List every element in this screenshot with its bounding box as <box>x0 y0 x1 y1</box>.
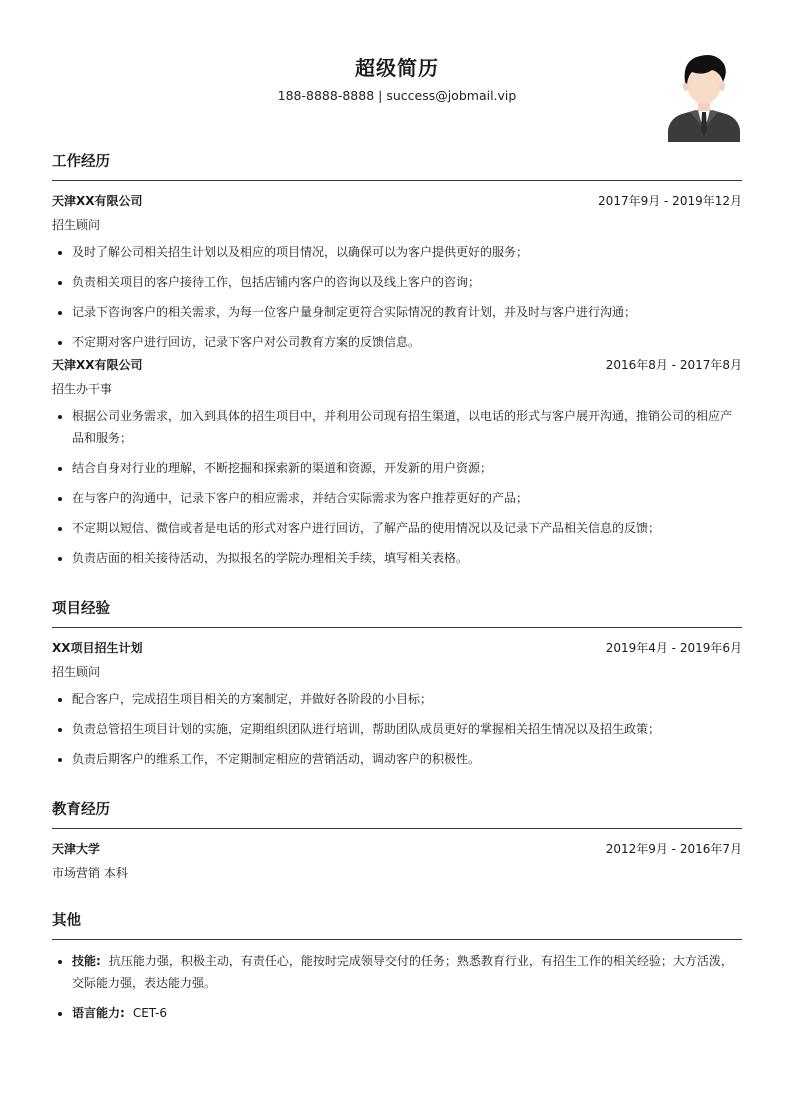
entry-organization: 天津大学 <box>52 842 101 856</box>
contact-info: 188-8888-8888 | success@jobmail.vip <box>277 88 517 103</box>
other-section <box>52 909 742 1024</box>
entry-date: 2017年9月 - 2019年12月 <box>598 194 742 208</box>
list-item: • 根据公司业务需求，加入到具体的招生项目中，并利用公司现有招生渠道，以电话的形式与客户展开沟通，推销公司的相应产品和服务； <box>72 405 742 449</box>
entry-role: 招生顾问 <box>52 218 101 232</box>
list-item <box>72 950 742 994</box>
work-entry <box>52 191 742 353</box>
entry-role: 市场营销 本科 <box>52 866 128 880</box>
candidate-name: 超级简历 <box>355 56 439 80</box>
project-entry <box>52 638 742 770</box>
project-experience-section <box>52 597 742 770</box>
list-item: • 不定期以短信、微信或者是电话的形式对客户进行回访，了解产品的使用情况以及记录下产品相关信息的反馈； <box>72 517 742 539</box>
businessman-avatar-icon <box>668 50 740 142</box>
list-item: • 及时了解公司相关招生计划以及相应的项目情况，以确保可以为客户提供更好的服务； <box>72 241 742 263</box>
work-experience-section <box>52 150 742 569</box>
item-value: CET-6 <box>132 1006 167 1020</box>
item-value: 抗压能力强，积极主动，有责任心，能按时完成领导交付的任务；熟悉教育行业，有招生工作的相关经验；大方活泼，交际能力强，表达能力强。 <box>72 954 733 990</box>
entry-role: 招生办干事 <box>52 382 113 396</box>
section-title: 工作经历 <box>52 150 742 181</box>
section-title: 项目经验 <box>52 597 742 628</box>
list-item: • 负责相关项目的客户接待工作，包括店铺内客户的咨询以及线上客户的咨询； <box>72 271 742 293</box>
list-item: • 负责店面的相关接待活动，为拟报名的学院办理相关手续，填写相关表格。 <box>72 547 742 569</box>
education-section <box>52 798 742 883</box>
list-item: • 结合自身对行业的理解，不断挖掘和探索新的渠道和资源，开发新的用户资源； <box>72 457 742 479</box>
list-item: • 负责总管招生项目计划的实施，定期组织团队进行培训，帮助团队成员更好的掌握相关招生情况以及招生政策； <box>72 718 742 740</box>
section-title: 教育经历 <box>52 798 742 829</box>
entry-date: 2012年9月 - 2016年7月 <box>605 842 742 856</box>
entry-organization: 天津XX有限公司 <box>52 358 143 372</box>
entry-organization: XX项目招生计划 <box>52 641 143 655</box>
list-item: • 配合客户，完成招生项目相关的方案制定，并做好各阶段的小目标； <box>72 688 742 710</box>
entry-organization: 天津XX有限公司 <box>52 194 143 208</box>
resume-header <box>52 0 742 150</box>
list-item: • 记录下咨询客户的相关需求，为每一位客户量身制定更符合实际情况的教育计划，并及时与客户进行沟通； <box>72 301 742 323</box>
list-item: • 不定期对客户进行回访，记录下客户对公司教育方案的反馈信息。 <box>72 331 742 353</box>
entry-date: 2019年4月 - 2019年6月 <box>605 641 742 655</box>
list-item: • 在与客户的沟通中，记录下客户的相应需求，并结合实际需求为客户推荐更好的产品； <box>72 487 742 509</box>
item-key: 语言能力: <box>72 1006 125 1020</box>
education-entry <box>52 839 742 883</box>
work-entry <box>52 355 742 569</box>
list-item: • 负责后期客户的维系工作，不定期制定相应的营销活动，调动客户的积极性。 <box>72 748 742 770</box>
list-item <box>72 1002 742 1024</box>
entry-role: 招生顾问 <box>52 665 101 679</box>
section-title: 其他 <box>52 909 742 940</box>
item-key: 技能: <box>72 954 101 968</box>
resume-page <box>52 0 742 1032</box>
entry-date: 2016年8月 - 2017年8月 <box>605 358 742 372</box>
